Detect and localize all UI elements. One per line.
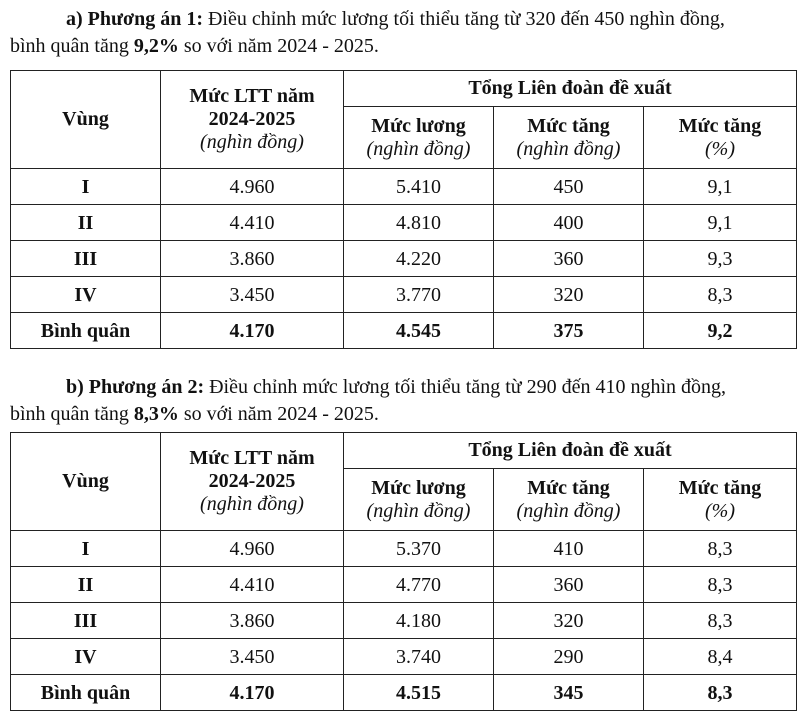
- cell-wage: 4.220: [344, 241, 494, 277]
- cell-wage: 4.515: [344, 675, 494, 711]
- section-a-line2-before: bình quân tăng: [10, 35, 134, 57]
- cell-increase: 360: [494, 241, 644, 277]
- cell-increase: 410: [494, 531, 644, 567]
- table-row-average: [11, 313, 797, 349]
- table-row: [11, 205, 797, 241]
- section-a-average: 9,2%: [133, 35, 179, 57]
- section-a-text: Điều chỉnh mức lương tối thiểu tăng từ 320 đến 450 nghìn đồng,: [202, 8, 725, 30]
- header-increase-pct-unit: (%): [705, 499, 735, 522]
- section-b-text: Điều chỉnh mức lương tối thiểu tăng từ 290 đến 410 nghìn đồng,: [204, 376, 727, 398]
- cell-ltt: 3.860: [161, 241, 344, 277]
- header-increase: [494, 469, 644, 531]
- header-ltt: [161, 433, 344, 531]
- table-row: [11, 567, 797, 603]
- cell-pct: 9,2: [644, 313, 797, 349]
- header-wage-label: Mức lương: [371, 114, 466, 137]
- cell-increase: 320: [494, 277, 644, 313]
- header-increase-pct: [644, 469, 797, 531]
- cell-pct: 8,3: [644, 603, 797, 639]
- section-a-line2-after: so với năm 2024 - 2025.: [178, 35, 379, 57]
- cell-vung: I: [11, 169, 161, 205]
- header-increase-label: Mức tăng: [527, 476, 610, 499]
- header-increase-pct: [644, 107, 797, 169]
- section-b-line2-before: bình quân tăng: [10, 403, 134, 425]
- cell-increase: 360: [494, 567, 644, 603]
- cell-pct: 9,1: [644, 205, 797, 241]
- header-proposal: Tổng Liên đoàn đề xuất: [344, 71, 797, 107]
- cell-ltt: 3.860: [161, 603, 344, 639]
- cell-ltt: 3.450: [161, 639, 344, 675]
- cell-wage: 4.180: [344, 603, 494, 639]
- cell-increase: 345: [494, 675, 644, 711]
- header-ltt-line2: 2024-2025: [208, 470, 296, 492]
- cell-pct: 9,3: [644, 241, 797, 277]
- section-b-label: b) Phương án 2:: [66, 376, 205, 398]
- cell-wage: 5.370: [344, 531, 494, 567]
- section-a-heading: [10, 6, 805, 60]
- header-increase-unit: (nghìn đồng): [516, 137, 621, 160]
- section-b-heading: [10, 374, 805, 428]
- header-ltt-line2: 2024-2025: [208, 108, 296, 130]
- cell-vung: IV: [11, 277, 161, 313]
- table-row: [11, 639, 797, 675]
- cell-wage: 3.770: [344, 277, 494, 313]
- header-increase: [494, 107, 644, 169]
- header-wage-unit: (nghìn đồng): [366, 499, 471, 522]
- table-row: [11, 169, 797, 205]
- header-wage-unit: (nghìn đồng): [366, 137, 471, 160]
- section-b-average: 8,3%: [133, 403, 179, 425]
- header-ltt-unit: (nghìn đồng): [200, 131, 304, 153]
- cell-ltt: 4.170: [161, 313, 344, 349]
- cell-vung: I: [11, 531, 161, 567]
- cell-ltt: 4.410: [161, 567, 344, 603]
- header-increase-unit: (nghìn đồng): [516, 499, 621, 522]
- header-increase-pct-unit: (%): [705, 137, 735, 160]
- cell-wage: 4.545: [344, 313, 494, 349]
- header-ltt: [161, 71, 344, 169]
- table-row: [11, 603, 797, 639]
- cell-ltt: 4.960: [161, 531, 344, 567]
- table-b: [10, 432, 797, 711]
- cell-wage: 3.740: [344, 639, 494, 675]
- header-increase-label: Mức tăng: [527, 114, 610, 137]
- header-wage: [344, 469, 494, 531]
- cell-pct: 8,3: [644, 567, 797, 603]
- cell-ltt: 4.170: [161, 675, 344, 711]
- header-increase-pct-label: Mức tăng: [678, 114, 762, 137]
- cell-ltt: 4.410: [161, 205, 344, 241]
- cell-vung: IV: [11, 639, 161, 675]
- table-row: [11, 241, 797, 277]
- cell-pct: 9,1: [644, 169, 797, 205]
- cell-wage: 4.770: [344, 567, 494, 603]
- cell-increase: 450: [494, 169, 644, 205]
- cell-vung: Bình quân: [11, 313, 161, 349]
- cell-pct: 8,4: [644, 639, 797, 675]
- cell-vung: II: [11, 205, 161, 241]
- table-a: [10, 70, 797, 349]
- table-row: [11, 277, 797, 313]
- section-b-line2-after: so với năm 2024 - 2025.: [178, 403, 379, 425]
- cell-increase: 290: [494, 639, 644, 675]
- cell-increase: 320: [494, 603, 644, 639]
- cell-increase: 400: [494, 205, 644, 241]
- table-row-average: [11, 675, 797, 711]
- header-wage-label: Mức lương: [371, 476, 466, 499]
- cell-pct: 8,3: [644, 531, 797, 567]
- cell-wage: 5.410: [344, 169, 494, 205]
- header-vung: Vùng: [11, 71, 161, 169]
- cell-vung: III: [11, 603, 161, 639]
- cell-ltt: 3.450: [161, 277, 344, 313]
- cell-pct: 8,3: [644, 675, 797, 711]
- cell-vung: II: [11, 567, 161, 603]
- header-ltt-line1: Mức LTT năm: [189, 85, 315, 107]
- cell-wage: 4.810: [344, 205, 494, 241]
- header-proposal: Tổng Liên đoàn đề xuất: [344, 433, 797, 469]
- header-wage: [344, 107, 494, 169]
- cell-vung: III: [11, 241, 161, 277]
- cell-vung: Bình quân: [11, 675, 161, 711]
- header-ltt-line1: Mức LTT năm: [189, 447, 315, 469]
- section-a-label: a) Phương án 1:: [66, 8, 203, 30]
- header-ltt-unit: (nghìn đồng): [200, 493, 304, 515]
- header-increase-pct-label: Mức tăng: [678, 476, 762, 499]
- cell-ltt: 4.960: [161, 169, 344, 205]
- table-row: [11, 531, 797, 567]
- cell-increase: 375: [494, 313, 644, 349]
- header-vung: Vùng: [11, 433, 161, 531]
- cell-pct: 8,3: [644, 277, 797, 313]
